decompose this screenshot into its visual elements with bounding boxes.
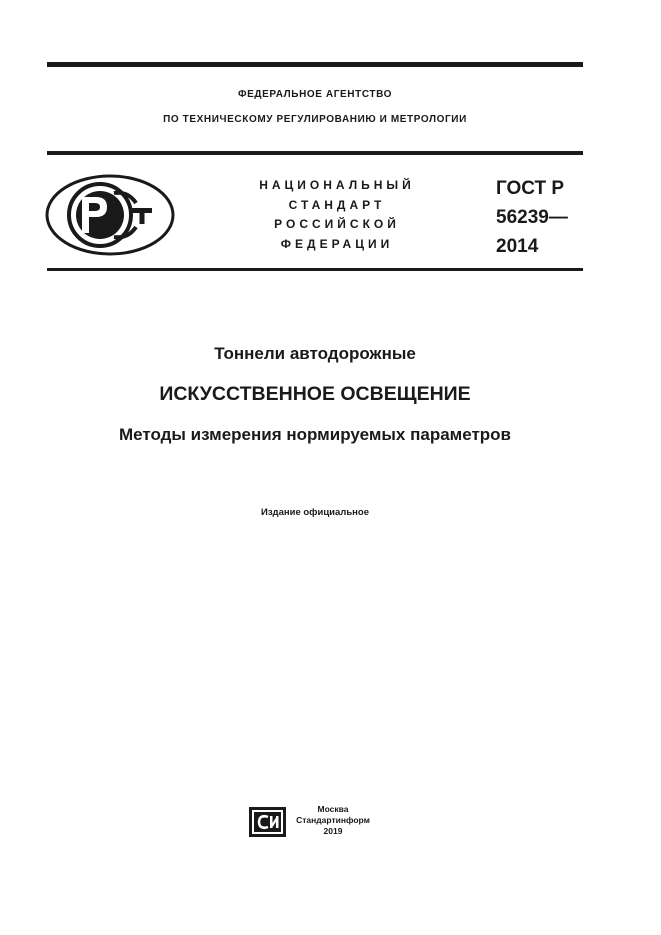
national-standard-line-3: РОССИЙСКОЙ (274, 217, 400, 231)
document-title-line-3: Методы измерения нормируемых параметров (118, 425, 512, 444)
gost-line-2: 56239— (496, 207, 568, 228)
national-standard-line-4: ФЕДЕРАЦИИ (280, 236, 394, 251)
publisher-name: Стандартинформ (296, 815, 370, 825)
header-bottom-rule (47, 268, 583, 271)
agency-line-1: ФЕДЕРАЛЬНОЕ АГЕНТСТВО (237, 89, 393, 100)
gost-designation (496, 174, 596, 261)
agency-line-2: ПО ТЕХНИЧЕСКОМУ РЕГУЛИРОВАНИЮ И МЕТРОЛОГИИ (163, 114, 467, 125)
document-title-line-2: ИСКУССТВЕННОЕ ОСВЕЩЕНИЕ (159, 383, 471, 405)
publisher-info (292, 804, 374, 837)
top-rule (47, 62, 583, 67)
rst-mark-icon (44, 173, 176, 257)
national-standard-line-1: НАЦИОНАЛЬНЫЙ (259, 178, 415, 192)
edition-label: Издание официальное (261, 507, 369, 518)
national-standard-label (232, 176, 442, 254)
gost-line-3: 2014 (496, 236, 539, 257)
publisher-city: Москва (317, 804, 349, 814)
publisher-year: 2019 (323, 826, 343, 836)
header-rule (47, 151, 583, 155)
document-title-line-1: Тоннели автодорожные (214, 344, 416, 363)
national-standard-line-2: СТАНДАРТ (288, 197, 386, 212)
standartinform-logo-icon (248, 806, 287, 838)
gost-line-1: ГОСТ Р (496, 178, 565, 199)
